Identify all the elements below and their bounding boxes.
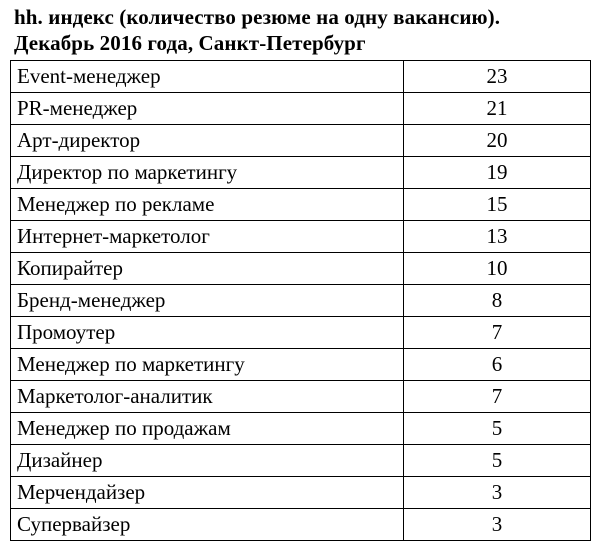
table-row <box>11 61 591 93</box>
index-value-cell: 3 <box>404 477 591 509</box>
table-body <box>11 61 591 541</box>
table-row <box>11 445 591 477</box>
table-row <box>11 477 591 509</box>
index-value-cell: 8 <box>404 285 591 317</box>
index-value-cell: 7 <box>404 381 591 413</box>
table-row <box>11 349 591 381</box>
profession-cell: Менеджер по продажам <box>11 413 404 445</box>
profession-cell: Event-менеджер <box>11 61 404 93</box>
table-row <box>11 93 591 125</box>
title-line-2: Декабрь 2016 года, Санкт-Петербург <box>14 31 366 55</box>
page-title <box>10 4 591 56</box>
index-value-cell: 13 <box>404 221 591 253</box>
table-row <box>11 221 591 253</box>
profession-cell: Менеджер по маркетингу <box>11 349 404 381</box>
profession-cell: Копирайтер <box>11 253 404 285</box>
index-value-cell: 3 <box>404 509 591 541</box>
profession-cell: Маркетолог-аналитик <box>11 381 404 413</box>
profession-cell: Интернет-маркетолог <box>11 221 404 253</box>
index-value-cell: 5 <box>404 413 591 445</box>
table-row <box>11 125 591 157</box>
index-value-cell: 19 <box>404 157 591 189</box>
index-value-cell: 7 <box>404 317 591 349</box>
document <box>10 4 591 541</box>
index-value-cell: 15 <box>404 189 591 221</box>
profession-cell: Бренд-менеджер <box>11 285 404 317</box>
profession-cell: Промоутер <box>11 317 404 349</box>
table-row <box>11 509 591 541</box>
profession-cell: Супервайзер <box>11 509 404 541</box>
index-value-cell: 23 <box>404 61 591 93</box>
table-row <box>11 413 591 445</box>
index-value-cell: 10 <box>404 253 591 285</box>
hh-index-table <box>10 60 591 541</box>
table-row <box>11 253 591 285</box>
index-value-cell: 20 <box>404 125 591 157</box>
table-row <box>11 317 591 349</box>
table-row <box>11 189 591 221</box>
index-value-cell: 21 <box>404 93 591 125</box>
profession-cell: Менеджер по рекламе <box>11 189 404 221</box>
index-value-cell: 5 <box>404 445 591 477</box>
profession-cell: Мерчендайзер <box>11 477 404 509</box>
table-row <box>11 285 591 317</box>
index-value-cell: 6 <box>404 349 591 381</box>
table-row <box>11 157 591 189</box>
profession-cell: Директор по маркетингу <box>11 157 404 189</box>
profession-cell: Арт-директор <box>11 125 404 157</box>
table-row <box>11 381 591 413</box>
profession-cell: PR-менеджер <box>11 93 404 125</box>
profession-cell: Дизайнер <box>11 445 404 477</box>
title-line-1: hh. индекс (количество резюме на одну вакансию). <box>14 5 501 29</box>
